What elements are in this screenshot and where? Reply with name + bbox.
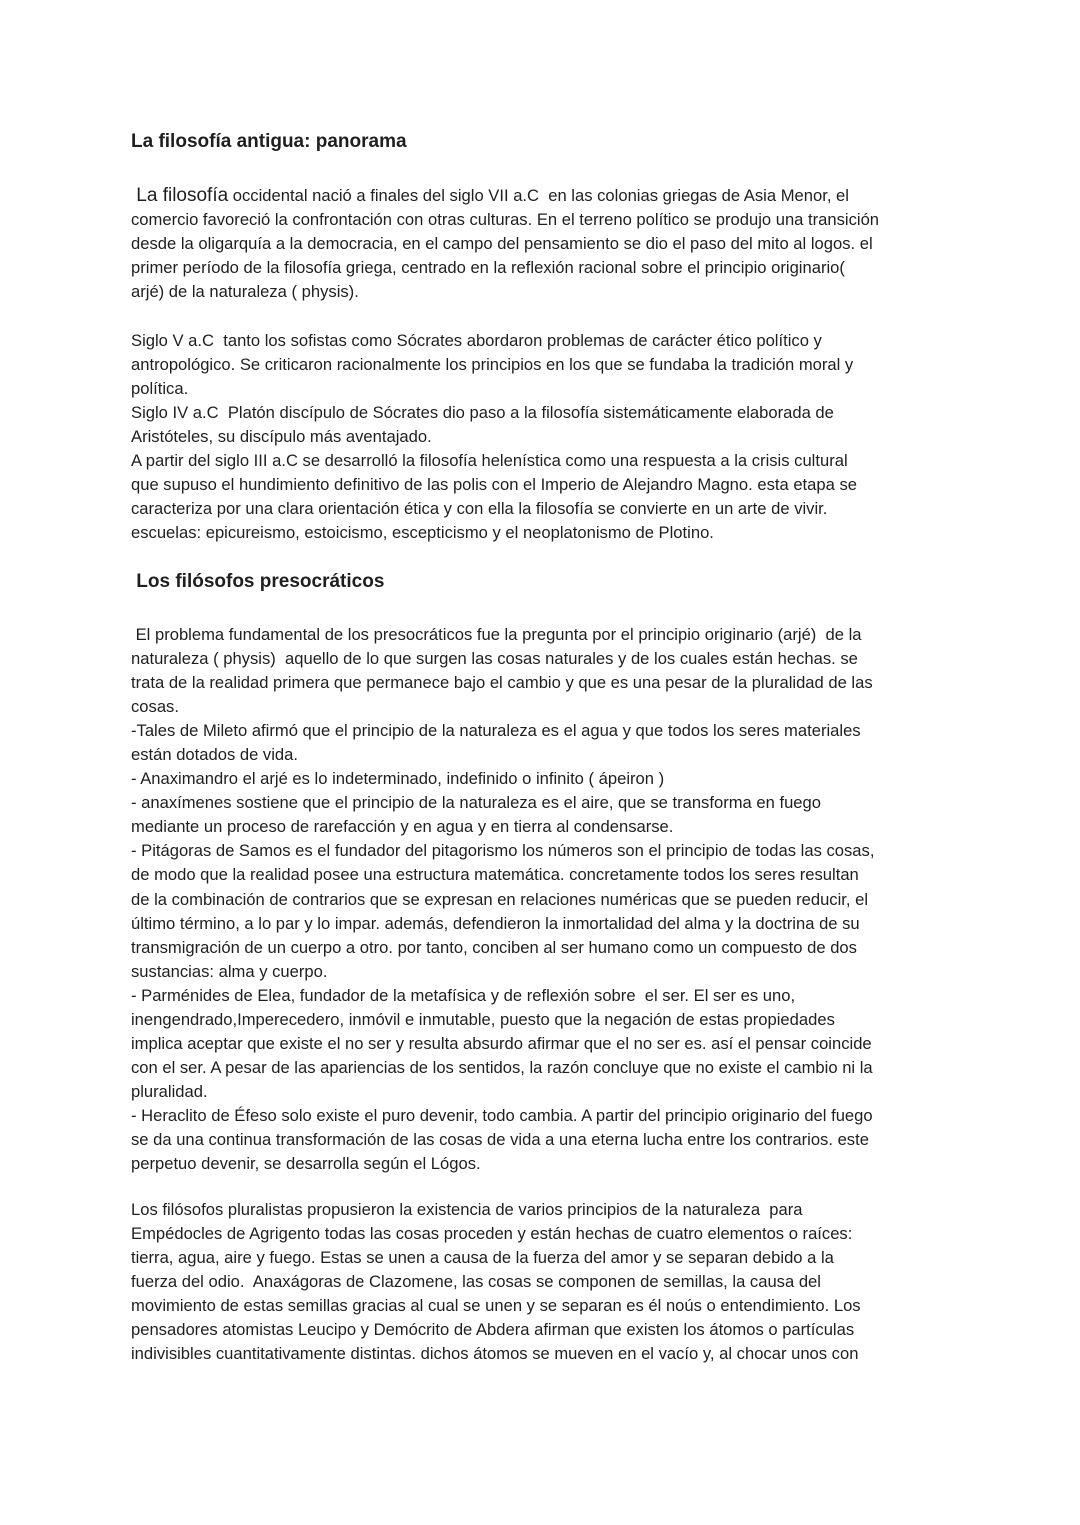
text-line: desde la oligarquía a la democracia, en el campo del pensamiento se dio el paso del mito al logos. el — [131, 234, 873, 254]
text-line: política. — [131, 379, 189, 399]
text-line: primer período de la filosofía griega, centrado en la reflexión racional sobre el principio originario( — [131, 258, 845, 278]
page-title: La filosofía antigua: panorama — [131, 131, 407, 152]
pluralistas-paragraph — [131, 1198, 861, 1366]
text-line: caracteriza por una clara orientación ética y con ella la filosofía se convierte en un arte de vivir. — [131, 499, 828, 519]
text-line: indivisibles cuantitativamente distintas. dichos átomos se mueven en el vacío y, al chocar unos con — [131, 1344, 859, 1364]
text-line: con el ser. A pesar de las apariencias de los sentidos, la razón concluye que no existe el cambio ni la — [131, 1057, 873, 1077]
text-line: están dotados de vida. — [131, 745, 298, 765]
text-line: - Parménides de Elea, fundador de la metafísica y de reflexión sobre el ser. El ser es uno, — [131, 985, 796, 1005]
text-line: comercio favoreció la confrontación con otras culturas. En el terreno político se produjo una transición — [131, 210, 880, 230]
section-heading-presocraticos — [131, 571, 384, 593]
text-line: mediante un proceso de rarefacción y en agua y en tierra al condensarse. — [131, 817, 674, 837]
text-line: que supuso el hundimiento definitivo de las polis con el Imperio de Alejandro Magno. esta etapa se — [131, 475, 857, 495]
text-line: Siglo IV a.C Platón discípulo de Sócrates dio paso a la filosofía sistemáticamente elaborada de — [131, 403, 834, 423]
text-line: fuerza del odio. Anaxágoras de Clazomene, las cosas se componen de semillas, la causa del — [131, 1272, 821, 1292]
text-line: de modo que la realidad posee una estructura matemática. concretamente todos los seres resultan — [131, 865, 859, 885]
text-line: escuelas: epicureismo, estoicismo, escepticismo y el neoplatonismo de Plotino. — [131, 523, 714, 543]
text-line: movimiento de estas semillas gracias al cual se unen y se separan es él noús o entendimiento. Los — [131, 1296, 861, 1316]
text-line: implica aceptar que existe el no ser y resulta absurdo afirmar que el no ser es. así el pensar coincide — [131, 1033, 872, 1053]
text-line: - Anaximandro el arjé es lo indeterminado, indefinido o infinito ( ápeiron ) — [131, 769, 665, 789]
text-line: Empédocles de Agrigento todas las cosas proceden y están hechas de cuatro elementos o raíces: — [131, 1224, 853, 1244]
section-heading-text: Los filósofos presocráticos — [136, 571, 385, 592]
presocraticos-paragraph — [131, 623, 874, 1176]
text-line: -Tales de Mileto afirmó que el principio de la naturaleza es el agua y que todos los seres materiales — [131, 721, 861, 741]
periods-paragraph — [131, 329, 857, 545]
text-line-rest: occidental nació a finales del siglo VII a.C en las colonias griegas de Asia Menor, el — [228, 186, 849, 205]
text-line: - anaxímenes sostiene que el principio de la naturaleza es el aire, que se transforma en fuego — [131, 793, 821, 813]
text-line: Los filósofos pluralistas propusieron la existencia de varios principios de la naturaleza para — [131, 1200, 803, 1219]
intro-paragraph — [131, 184, 879, 304]
text-line: se da una continua transformación de las cosas de vida a una eterna lucha entre los contrarios. este — [131, 1129, 869, 1149]
text-line — [131, 184, 879, 208]
text-line: de la combinación de contrarios que se expresan en relaciones numéricas que se pueden reducir, el — [131, 889, 869, 909]
text-line: naturaleza ( physis) aquello de lo que surgen las cosas naturales y de los cuales están hechas. se — [131, 649, 858, 669]
text-line: pensadores atomistas Leucipo y Demócrito de Abdera afirman que existen los átomos o partículas — [131, 1320, 855, 1340]
text-line: - Pitágoras de Samos es el fundador del pitagorismo los números son el principio de todas las cosas, — [131, 841, 875, 861]
intro-lead-text: La filosofía — [131, 185, 229, 206]
text-line: inengendrado,Imperecedero, inmóvil e inmutable, puesto que la negación de estas propiedades — [131, 1009, 835, 1029]
text-line: arjé) de la naturaleza ( physis). — [131, 282, 359, 302]
text-line: Siglo V a.C tanto los sofistas como Sócrates abordaron problemas de carácter ético político y — [131, 331, 822, 350]
text-line: tierra, agua, aire y fuego. Estas se unen a causa de la fuerza del amor y se separan debido a la — [131, 1248, 834, 1268]
text-line: cosas. — [131, 697, 179, 717]
text-line: último término, a lo par y lo impar. además, defendieron la inmortalidad del alma y la doctrina de su — [131, 913, 860, 933]
text-line: trata de la realidad primera que permanece bajo el cambio y que es una pesar de la pluralidad de las — [131, 673, 873, 693]
text-line: Aristóteles, su discípulo más aventajado. — [131, 427, 432, 447]
text-line: perpetuo devenir, se desarrolla según el Lógos. — [131, 1154, 481, 1174]
text-line: El problema fundamental de los presocráticos fue la pregunta por el principio originario (arjé) de la — [131, 625, 862, 644]
text-line: - Heraclito de Éfeso solo existe el puro devenir, todo cambia. A partir del principio originario del fuego — [131, 1105, 873, 1125]
text-line: pluralidad. — [131, 1081, 208, 1101]
text-line: antropológico. Se criticaron racionalmente los principios en los que se fundaba la tradición moral y — [131, 355, 854, 375]
text-line: A partir del siglo III a.C se desarrolló la filosofía helenística como una respuesta a la crisis cultural — [131, 451, 848, 471]
text-line: sustancias: alma y cuerpo. — [131, 961, 328, 981]
text-line: transmigración de un cuerpo a otro. por tanto, conciben al ser humano como un compuesto de dos — [131, 937, 857, 957]
